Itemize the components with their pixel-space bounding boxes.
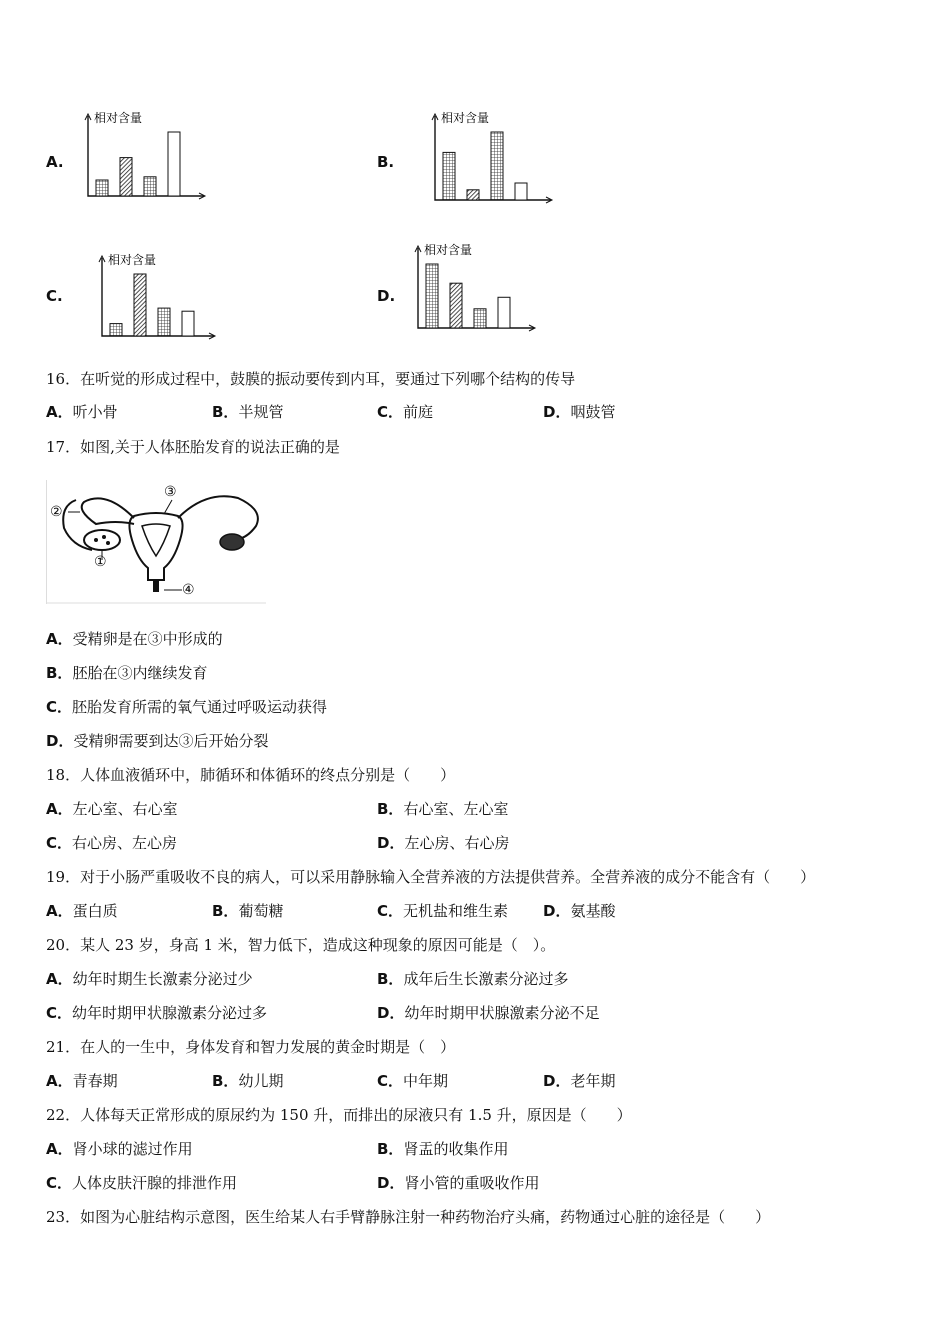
q21-stem: 21．在人的一生中，身体发育和智力发展的黄金时期是（ ） bbox=[46, 1038, 456, 1056]
q17-option-c[interactable]: C．胚胎发育所需的氧气通过呼吸运动获得 bbox=[46, 698, 328, 716]
q22-option-a[interactable]: A．肾小球的滤过作用 bbox=[46, 1140, 193, 1158]
chart-bar bbox=[443, 152, 455, 200]
q17-option-d[interactable]: D．受精卵需要到达③后开始分裂 bbox=[46, 732, 269, 750]
q21-option-b[interactable]: B．幼儿期 bbox=[212, 1072, 284, 1090]
q18-option-d[interactable]: D．左心房、右心房 bbox=[377, 834, 510, 852]
q20-option-b[interactable]: B．成年后生长激素分泌过多 bbox=[377, 970, 569, 988]
q18-stem: 18．人体血液循环中，肺循环和体循环的终点分别是（ ） bbox=[46, 766, 456, 784]
q16-option-a[interactable]: A．听小骨 bbox=[46, 403, 118, 421]
chart-bar bbox=[110, 324, 122, 336]
chart-bar bbox=[144, 177, 156, 196]
q19-stem: 19．对于小肠严重吸收不良的病人，可以采用静脉输入全营养液的方法提供营养。全营养液的成分不能含有（ ） bbox=[46, 868, 816, 886]
q16-option-d[interactable]: D．咽鼓管 bbox=[543, 403, 616, 421]
q17-option-a[interactable]: A．受精卵是在③中形成的 bbox=[46, 630, 223, 648]
mark-4: ④ bbox=[182, 582, 195, 598]
q22-stem: 22．人体每天正常形成的原尿约为 150 升，而排出的尿液只有 1.5 升，原因是（ ） bbox=[46, 1106, 632, 1124]
chart-c-label: C. bbox=[46, 287, 63, 305]
y-axis-label: 相对含量 bbox=[94, 111, 143, 125]
q22-option-c[interactable]: C．人体皮肤汗腺的排泄作用 bbox=[46, 1174, 238, 1192]
q21-option-c[interactable]: C．中年期 bbox=[377, 1072, 449, 1090]
q19-option-c[interactable]: C．无机盐和维生素 bbox=[377, 902, 509, 920]
q18-option-a[interactable]: A．左心室、右心室 bbox=[46, 800, 178, 818]
chart-b-label: B. bbox=[377, 153, 395, 171]
q19-option-b[interactable]: B．葡萄糖 bbox=[212, 902, 284, 920]
chart-d-label: D. bbox=[377, 287, 396, 305]
chart-bar bbox=[158, 308, 170, 336]
q19-option-a[interactable]: A．蛋白质 bbox=[46, 902, 118, 920]
q19-option-d[interactable]: D．氨基酸 bbox=[543, 902, 616, 920]
uterus-diagram bbox=[46, 480, 266, 604]
q16-stem: 16．在听觉的形成过程中，鼓膜的振动要传到内耳，要通过下列哪个结构的传导 bbox=[46, 370, 576, 388]
q22-option-b[interactable]: B．肾盂的收集作用 bbox=[377, 1140, 509, 1158]
q22-option-d[interactable]: D．肾小管的重吸收作用 bbox=[377, 1174, 540, 1192]
chart-bar bbox=[96, 180, 108, 196]
mark-3: ③ bbox=[164, 484, 177, 500]
y-axis-label: 相对含量 bbox=[424, 243, 473, 257]
mark-2: ② bbox=[50, 504, 63, 520]
chart-bar bbox=[182, 311, 194, 336]
y-axis-label: 相对含量 bbox=[441, 111, 490, 125]
chart-bar bbox=[450, 283, 462, 328]
chart-bar bbox=[168, 132, 180, 196]
q18-option-b[interactable]: B．右心室、左心室 bbox=[377, 800, 509, 818]
q21-option-a[interactable]: A．青春期 bbox=[46, 1072, 118, 1090]
chart-bar bbox=[120, 158, 132, 196]
q20-option-a[interactable]: A．幼年时期生长激素分泌过少 bbox=[46, 970, 253, 988]
chart-bar bbox=[474, 309, 486, 328]
chart-bar bbox=[515, 183, 527, 200]
q16-option-c[interactable]: C．前庭 bbox=[377, 403, 434, 421]
y-axis-label: 相对含量 bbox=[108, 253, 157, 267]
q16-option-b[interactable]: B．半规管 bbox=[212, 403, 284, 421]
q21-option-d[interactable]: D．老年期 bbox=[543, 1072, 616, 1090]
q20-option-d[interactable]: D．幼年时期甲状腺激素分泌不足 bbox=[377, 1004, 600, 1022]
q17-stem: 17．如图,关于人体胚胎发育的说法正确的是 bbox=[46, 438, 340, 456]
q20-stem: 20．某人 23 岁，身高 1 米，智力低下，造成这种现象的原因可能是（ ）。 bbox=[46, 936, 556, 954]
chart-bar bbox=[498, 297, 510, 328]
chart-bar bbox=[467, 190, 479, 200]
q20-option-c[interactable]: C．幼年时期甲状腺激素分泌过多 bbox=[46, 1004, 268, 1022]
q17-option-b[interactable]: B．胚胎在③内继续发育 bbox=[46, 664, 208, 682]
chart-a-label: A. bbox=[46, 153, 64, 171]
q18-option-c[interactable]: C．右心房、左心房 bbox=[46, 834, 178, 852]
chart-bar bbox=[491, 132, 503, 200]
q23-stem: 23．如图为心脏结构示意图，医生给某人右手臂静脉注射一种药物治疗头痛，药物通过心脏的途径是（ ） bbox=[46, 1208, 771, 1226]
mark-1: ① bbox=[94, 554, 107, 570]
chart-bar bbox=[426, 264, 438, 328]
chart-bar bbox=[134, 274, 146, 336]
